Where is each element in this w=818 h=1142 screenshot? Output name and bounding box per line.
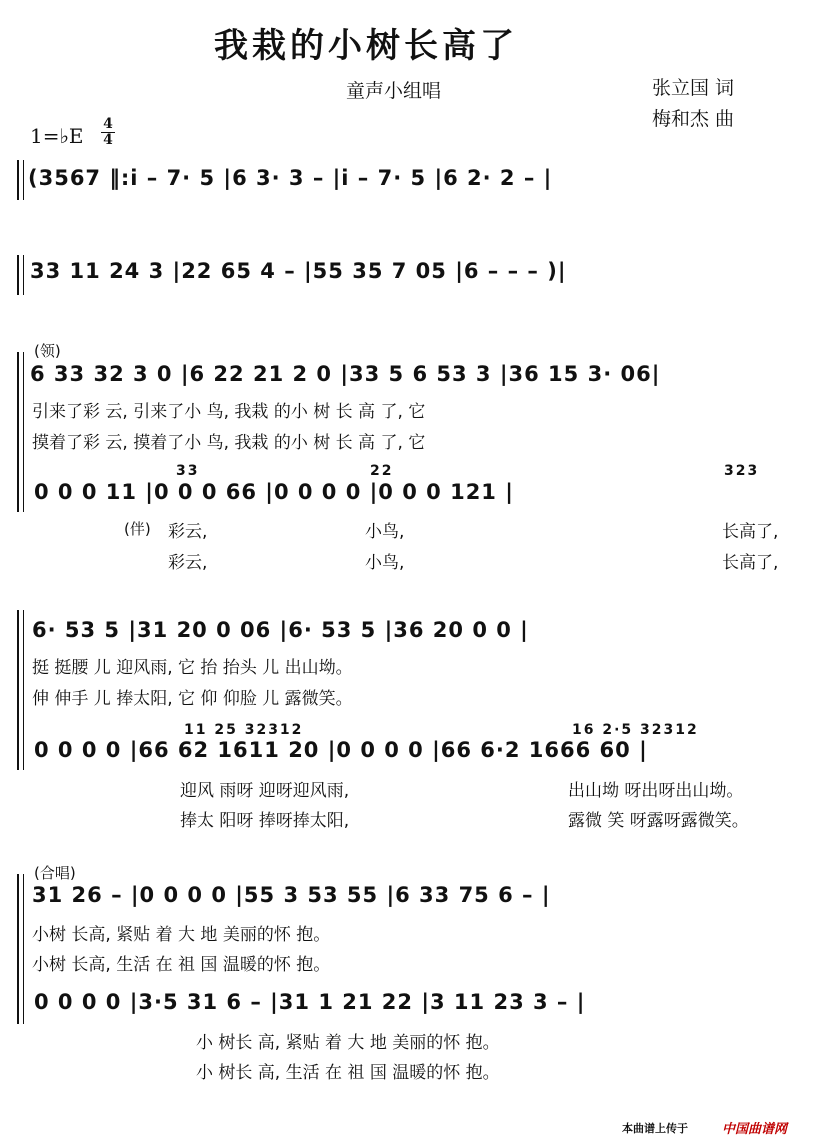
accompaniment-line: 0 0 0 0 |3·5 31 6 – |31 1 21 22 |3 11 23 3 – | <box>34 990 586 1014</box>
accompaniment-lyric: 小 树长 高, 紧贴 着 大 地 美丽的怀 抱。 <box>196 1033 500 1053</box>
performance-note: 童声小组唱 <box>346 80 442 102</box>
lyric-verse-2: 摸着了彩 云, 摸着了小 鸟, 我栽 的小 树 长 高 了, 它 <box>32 433 426 453</box>
melody-line: 33 11 24 3 |22 65 4 – |55 35 7 05 |6 – – – )| <box>30 259 567 283</box>
section-label: (合唱) <box>34 864 76 882</box>
accompaniment-line: 0 0 0 11 |0 0 0 66 |0 0 0 0 |0 0 0 121 | <box>34 480 514 504</box>
accompaniment-upper-notes: 323 <box>724 463 760 479</box>
system-bracket <box>17 352 19 512</box>
accompaniment-lyric: 长高了, <box>722 522 779 542</box>
lyric-verse-1: 引来了彩 云, 引来了小 鸟, 我栽 的小 树 长 高 了, 它 <box>32 402 426 422</box>
accompaniment-lyric: 小 树长 高, 生活 在 祖 国 温暖的怀 抱。 <box>196 1063 500 1083</box>
accompaniment-lyric: 露微 笑 呀露呀露微笑。 <box>568 811 749 831</box>
accompaniment-upper-notes: 22 <box>370 463 394 479</box>
accompaniment-lyric: 出山坳 呀出呀出山坳。 <box>568 781 744 801</box>
accompaniment-lyric: 小鸟, <box>365 553 405 573</box>
time-signature-bottom: 4 <box>101 132 115 148</box>
melody-line: 6· 53 5 |31 20 0 06 |6· 53 5 |36 20 0 0 | <box>32 618 529 642</box>
accompaniment-lyric: 彩云, <box>168 553 208 573</box>
lyric-verse-2: 小树 长高, 生活 在 祖 国 温暖的怀 抱。 <box>32 955 331 975</box>
lyric-verse-2: 伸 伸手 儿 捧太阳, 它 仰 仰脸 儿 露微笑。 <box>32 689 353 709</box>
composer-credit: 梅和杰 曲 <box>652 108 735 130</box>
accompaniment-lyric: 彩云, <box>168 522 208 542</box>
system-bracket <box>17 160 19 200</box>
system-bracket <box>23 610 24 770</box>
system-bracket <box>23 160 24 200</box>
lyric-verse-1: 挺 挺腰 儿 迎风雨, 它 抬 抬头 儿 出山坳。 <box>32 658 353 678</box>
time-signature <box>101 117 115 148</box>
system-bracket <box>23 352 24 512</box>
system-bracket <box>23 255 24 295</box>
accompaniment-label: (伴) <box>124 520 151 538</box>
accompaniment-line: 0 0 0 0 |66 62 1611 20 |0 0 0 0 |66 6·2 1666 60 | <box>34 738 648 762</box>
site-logo: 中国曲谱网 <box>722 1122 788 1137</box>
lyricist-credit: 张立国 词 <box>652 77 735 99</box>
accompaniment-upper-notes: 16 2·5 32312 <box>572 722 699 738</box>
footer-note: 本曲谱上传于 <box>622 1122 688 1135</box>
time-signature-top: 4 <box>103 116 113 132</box>
lyric-verse-1: 小树 长高, 紧贴 着 大 地 美丽的怀 抱。 <box>32 925 331 945</box>
section-label: (领) <box>34 342 61 360</box>
accompaniment-lyric: 长高了, <box>722 553 779 573</box>
accompaniment-upper-notes: 11 25 32312 <box>184 722 304 738</box>
system-bracket <box>17 874 19 1024</box>
melody-line: 31 26 – |0 0 0 0 |55 3 53 55 |6 33 75 6 – | <box>32 883 551 907</box>
system-bracket <box>17 255 19 295</box>
melody-line: (3567 ‖:i – 7· 5 |6 3· 3 – |i – 7· 5 |6 2· 2 – | <box>28 166 553 190</box>
system-bracket <box>17 610 19 770</box>
melody-line: 6 33 32 3 0 |6 22 21 2 0 |33 5 6 53 3 |36 15 3· 06| <box>30 362 661 386</box>
accompaniment-lyric: 捧太 阳呀 捧呀捧太阳, <box>180 811 350 831</box>
accompaniment-lyric: 小鸟, <box>365 522 405 542</box>
key-signature: 1=♭E <box>30 124 84 148</box>
page-title: 我栽的小树长高了 <box>214 26 518 66</box>
accompaniment-lyric: 迎风 雨呀 迎呀迎风雨, <box>180 781 350 801</box>
system-bracket <box>23 874 24 1024</box>
accompaniment-upper-notes: 33 <box>176 463 200 479</box>
